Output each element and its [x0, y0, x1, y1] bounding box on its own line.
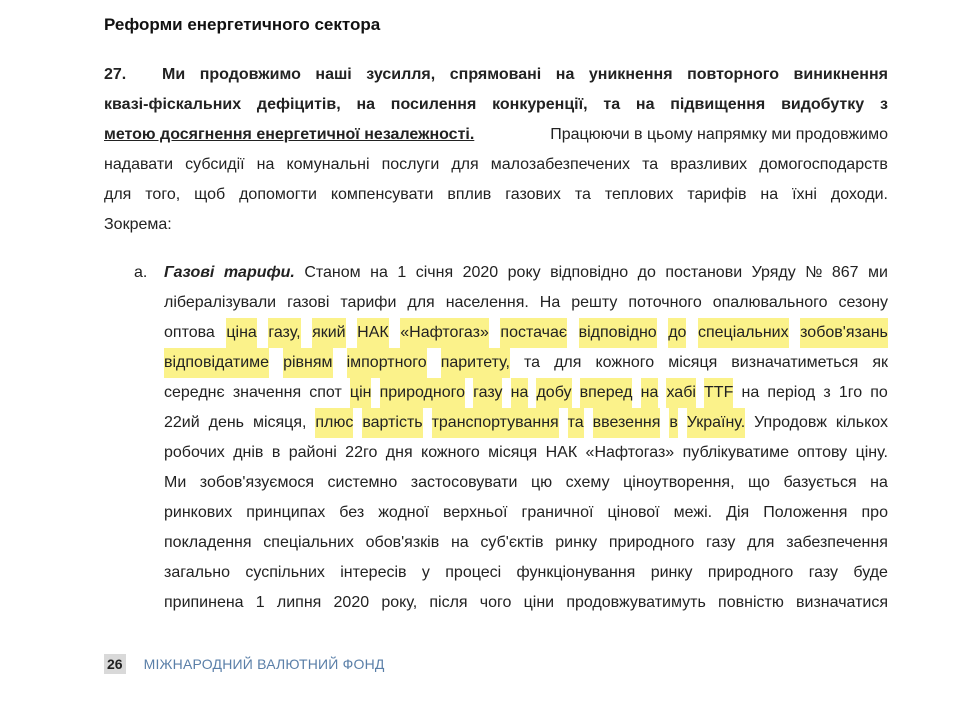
word: того, [145, 186, 181, 203]
word: комунальні [286, 156, 370, 173]
item-line: покладення спеціальних обов'язків на суб'єктів ринку природного газу для забезпечення [164, 534, 888, 551]
footer-organization: МІЖНАРОДНИЙ ВАЛЮТНИЙ ФОНД [143, 656, 385, 672]
word: малозабезпечених [490, 156, 631, 173]
paragraph-line [104, 180, 888, 210]
word: уникнення [588, 66, 673, 83]
item-line: лібералізували газові тарифи для населення. На решту поточного опалювального сезону [164, 294, 888, 311]
word: доходи. [830, 186, 888, 203]
word: виникнення [793, 66, 888, 83]
word: на [356, 96, 375, 113]
word: щоб [194, 186, 226, 203]
paragraph-line-text [162, 60, 888, 90]
word: з [879, 96, 888, 113]
paragraph-line [104, 60, 888, 90]
item-line: робочих днів в районі 22го дня кожного місяця НАК «Нафтогаз» публікуватиме оптову ціну. [164, 444, 888, 461]
word: Ми [162, 66, 186, 83]
word: вразливих [670, 156, 748, 173]
word: дефіцитів, [256, 96, 341, 113]
item-line: Газові тарифи. Станом на 1 січня 2020 року відповідно до постанови Уряду № 867 ми [164, 264, 888, 281]
page-footer [104, 653, 385, 675]
item-line: відповідатиме рівням імпортного паритету, та для кожного місяця визначатиметься як [164, 348, 888, 378]
item-line: загально суспільних інтересів у процесі функціонування ринку природного газу буде [164, 564, 888, 581]
page-number: 26 [104, 654, 126, 674]
paragraph-line [104, 90, 888, 120]
word: на [256, 156, 275, 173]
word: компенсувати [330, 186, 434, 203]
word: послуги [381, 156, 440, 173]
list-item-label: a. [134, 264, 148, 281]
word: підвищення [670, 96, 766, 113]
word: домогосподарств [759, 156, 888, 173]
paragraph-27 [104, 60, 888, 240]
word: допомогти [239, 186, 317, 203]
item-line: оптова ціна газу, який НАК «Нафтогаз» постачає відповідно до спеціальних зобов'язань [164, 318, 888, 348]
paragraph-number: 27. [104, 66, 127, 83]
word: на [555, 66, 575, 83]
word: та [574, 186, 591, 203]
word: повторного [687, 66, 779, 83]
word: спрямовані [449, 66, 542, 83]
word: субсидії [185, 156, 245, 173]
word: посилення [390, 96, 477, 113]
word: теплових [604, 186, 674, 203]
paragraph-bold-text: метою досягнення енергетичної незалежності. [104, 126, 475, 143]
word: на [635, 96, 655, 113]
word: наші [315, 66, 352, 83]
word: їхні [792, 186, 817, 203]
paragraph-line [104, 150, 888, 180]
word: продовжимо [199, 66, 301, 83]
word: для [104, 186, 132, 203]
word: надавати [104, 156, 174, 173]
word: зусилля, [366, 66, 436, 83]
word: конкуренції, [492, 96, 588, 113]
word: на [760, 186, 779, 203]
item-line: 22ий день місяця, плюс вартість транспортування та ввезення в Україну. Упродовж кількох [164, 408, 888, 438]
item-line: середнє значення спот цін природного газу на добу вперед на хабі TTF на період з 1го по [164, 378, 888, 408]
paragraph-line-text: Працюючи в цьому напрямку ми продовжимо [545, 126, 888, 143]
section-title: Реформи енергетичного сектора [104, 15, 381, 34]
paragraph-line [104, 120, 888, 150]
word: видобутку [781, 96, 865, 113]
word: та [642, 156, 659, 173]
word: вплив [447, 186, 492, 203]
word: та [603, 96, 621, 113]
item-line: ринкових принципах без жодної верхньої граничної цінової межі. Дія Положення про [164, 504, 888, 521]
item-line: Ми зобов'язуємося системно застосовувати цю схему ціноутворення, що базується на [164, 474, 888, 491]
paragraph-line: Зокрема: [104, 216, 172, 233]
item-line: припинена 1 липня 2020 року, після чого ціни продовжуватимуть повністю визначатися [164, 594, 888, 611]
word: газових [505, 186, 561, 203]
list-item-body [164, 258, 888, 618]
word: тарифів [687, 186, 747, 203]
word: квазі-фіскальних [104, 96, 242, 113]
word: для [451, 156, 479, 173]
